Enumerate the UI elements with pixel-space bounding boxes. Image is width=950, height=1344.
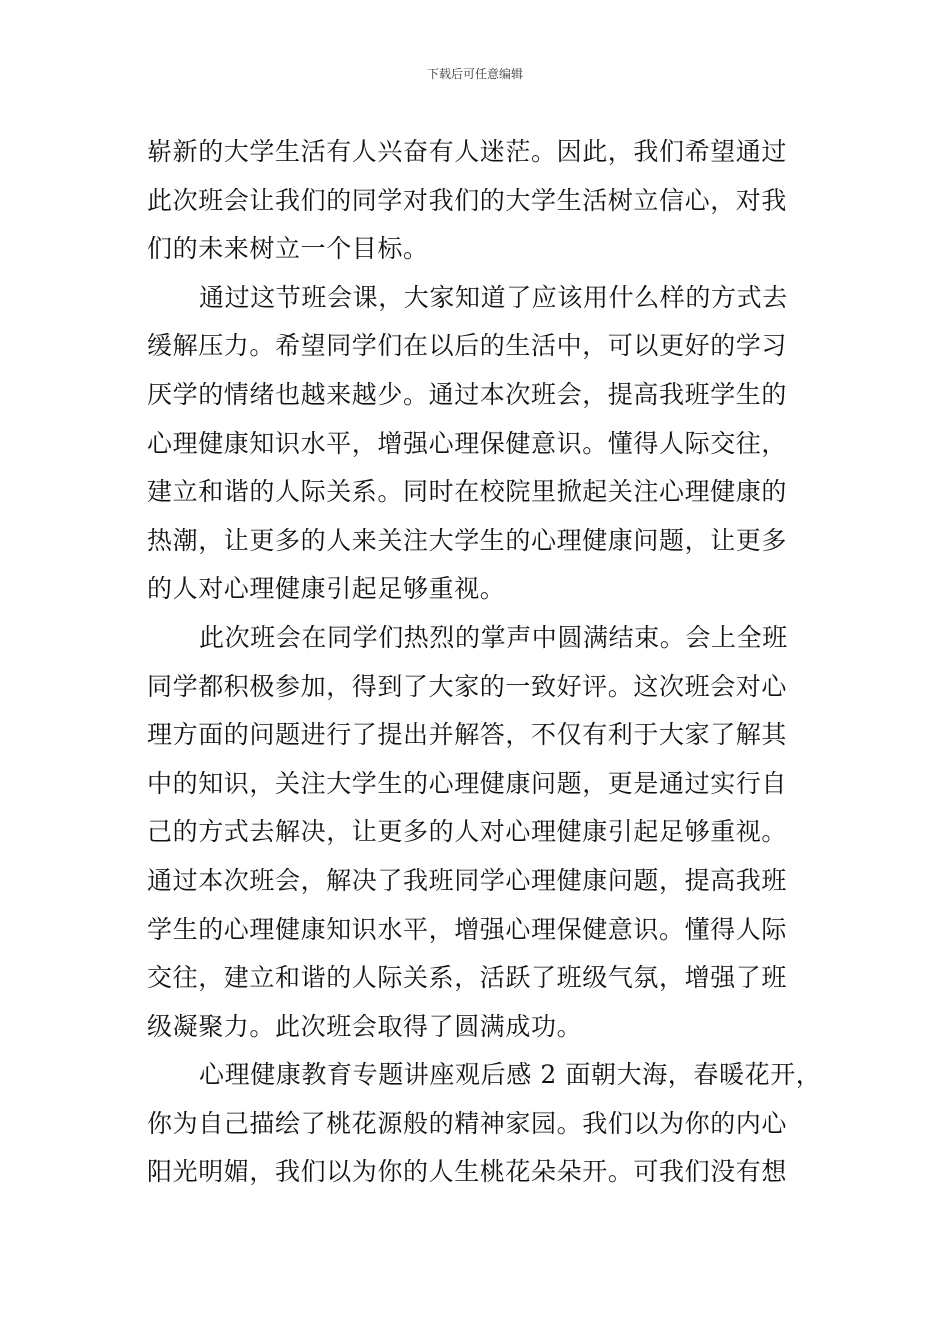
paragraph	[147, 128, 809, 274]
text-line: 阳光明媚，我们以为你的人生桃花朵朵开。可我们没有想	[147, 1157, 788, 1187]
text-line: 此次班会在同学们热烈的掌声中圆满结束。会上全班	[199, 622, 788, 652]
paragraph	[147, 614, 809, 1051]
paragraph	[147, 1051, 822, 1197]
text-line: 心理健康知识水平，增强心理保健意识。懂得人际交往，	[147, 428, 788, 458]
text-line: 心理健康教育专题讲座观后感 2 面朝大海，春暖花开，	[199, 1060, 822, 1090]
document-body	[147, 128, 822, 1197]
text-line: 学生的心理健康知识水平，增强心理保健意识。懂得人际	[147, 914, 788, 944]
text-line: 理方面的问题进行了提出并解答，不仅有利于大家了解其	[147, 720, 788, 750]
text-line: 交往，建立和谐的人际关系，活跃了班级气氛，增强了班	[147, 963, 788, 993]
text-line: 的人对心理健康引起足够重视。	[147, 574, 506, 604]
text-line: 己的方式去解决，让更多的人对心理健康引起足够重视。	[147, 817, 788, 847]
text-line: 热潮，让更多的人来关注大学生的心理健康问题，让更多	[147, 525, 788, 555]
text-line: 你为自己描绘了桃花源般的精神家园。我们以为你的内心	[147, 1108, 788, 1138]
text-line: 厌学的情绪也越来越少。通过本次班会，提高我班学生的	[147, 379, 788, 409]
text-line: 级凝聚力。此次班会取得了圆满成功。	[147, 1011, 583, 1041]
text-line: 此次班会让我们的同学对我们的大学生活树立信心，对我	[147, 185, 788, 215]
text-line: 崭新的大学生活有人兴奋有人迷茫。因此，我们希望通过	[147, 137, 788, 166]
text-line: 同学都积极参加，得到了大家的一致好评。这次班会对心	[147, 671, 788, 701]
text-line: 建立和谐的人际关系。同时在校院里掀起关注心理健康的	[147, 477, 788, 507]
page-header: 下载后可任意编辑	[426, 67, 523, 81]
paragraph	[147, 274, 809, 614]
text-line: 通过这节班会课，大家知道了应该用什么样的方式去	[199, 282, 788, 312]
text-line: 中的知识，关注大学生的心理健康问题，更是通过实行自	[147, 768, 788, 798]
text-line: 缓解压力。希望同学们在以后的生活中，可以更好的学习	[147, 331, 788, 361]
text-line: 通过本次班会，解决了我班同学心理健康问题，提高我班	[147, 865, 788, 895]
text-line: 们的未来树立一个目标。	[147, 234, 429, 264]
